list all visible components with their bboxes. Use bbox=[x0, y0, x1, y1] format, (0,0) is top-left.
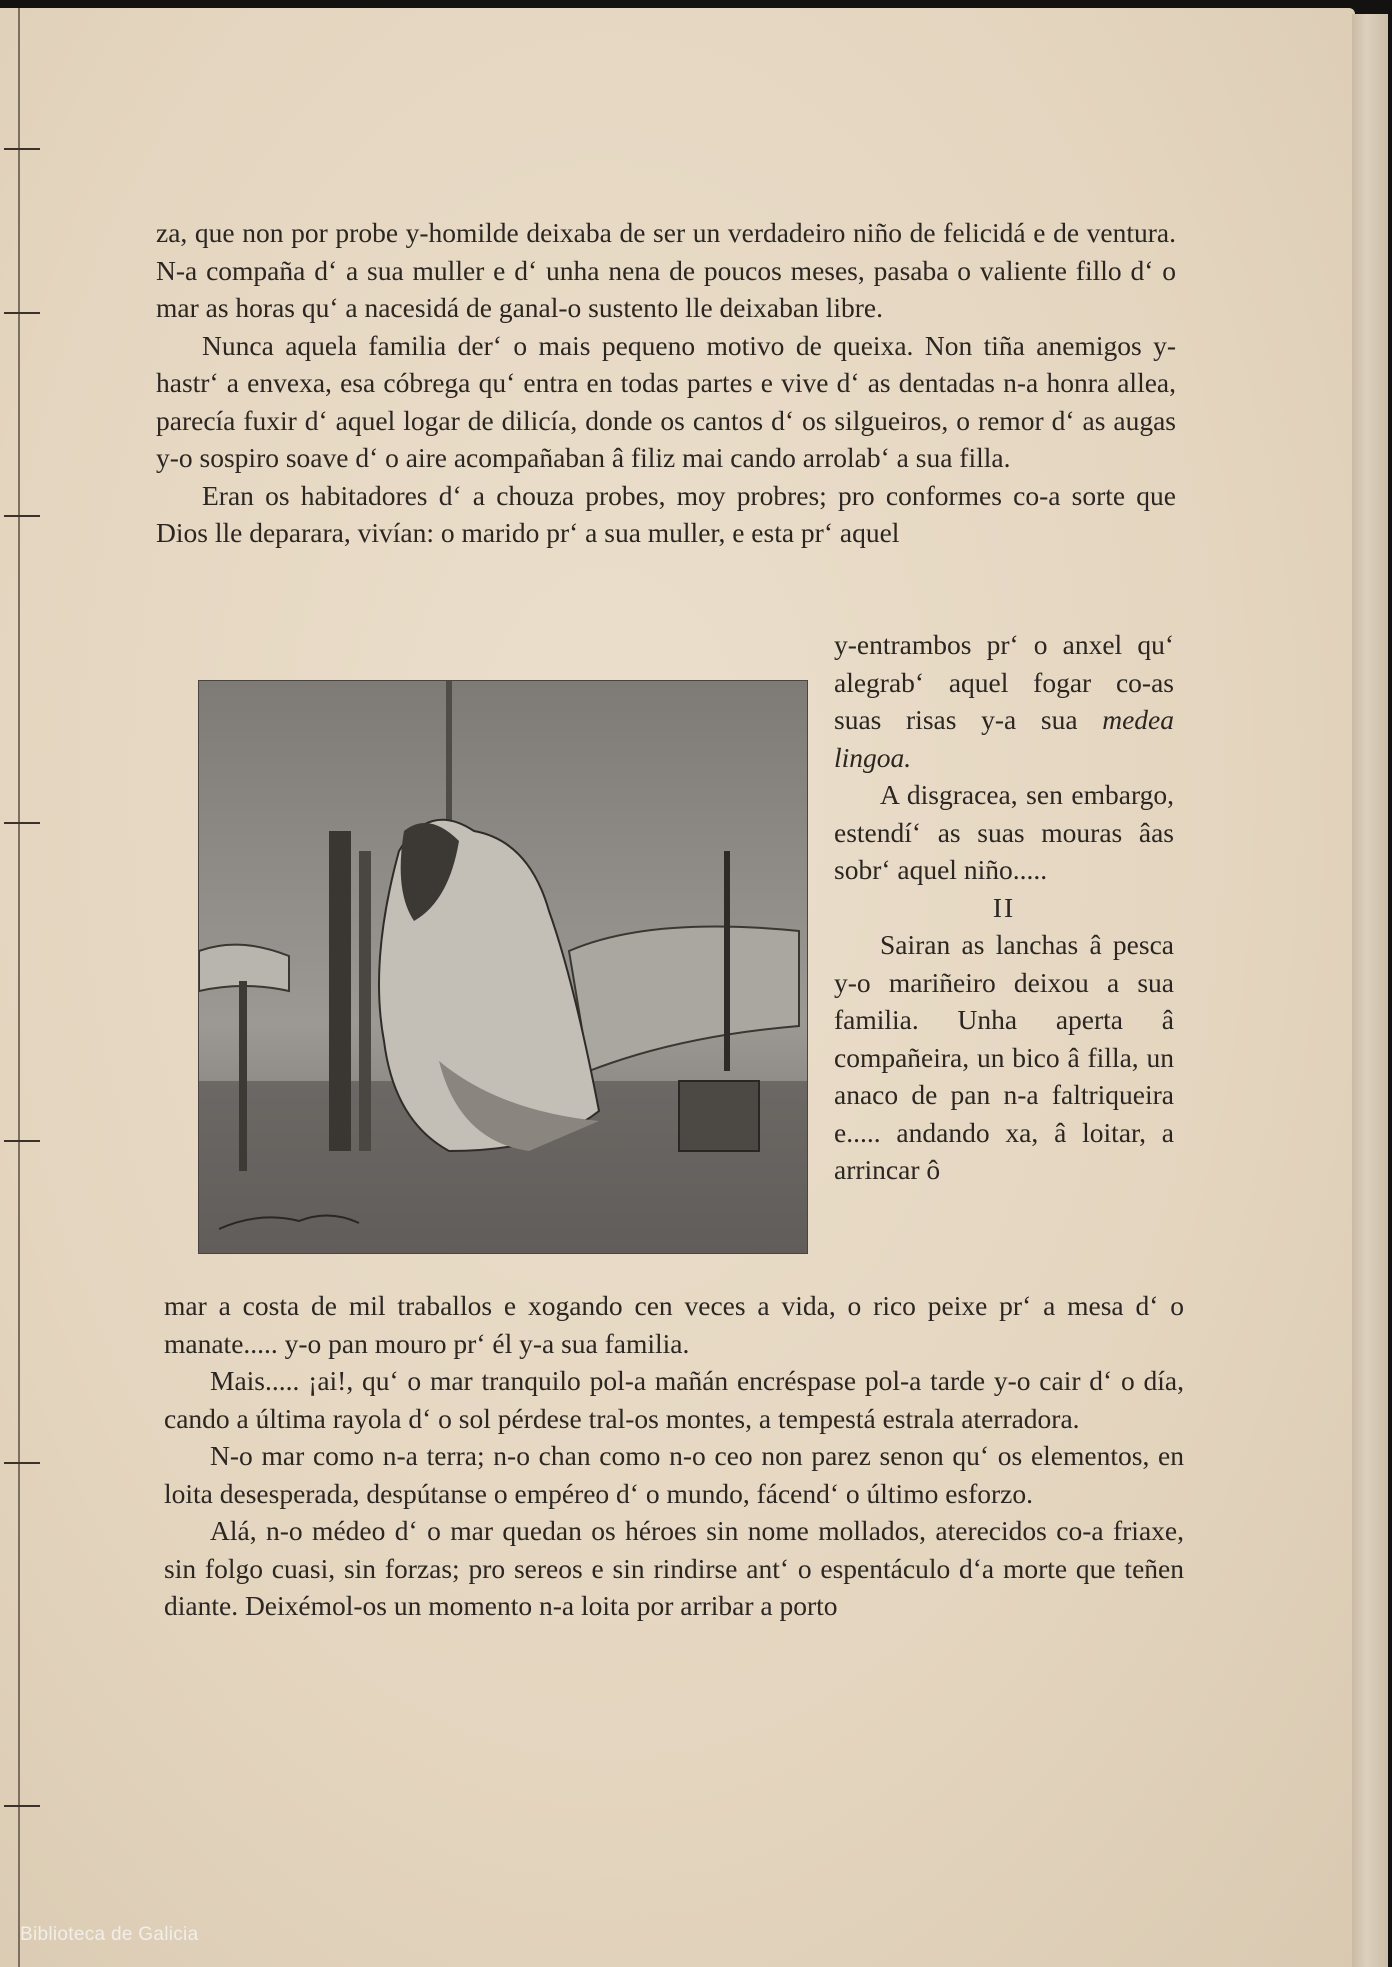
paragraph: N-o mar como n-a terra; n-o chan como n-o ceo non parez senon qu‘ os elementos, en loita desesperada, despútanse o empéreo d‘ o mundo, fácend‘ o último esforzo. bbox=[164, 1440, 1184, 1509]
body-text-wrap-column bbox=[834, 626, 1174, 1189]
paragraph-continuation: mar a costa de mil traballos e xogando cen veces a vida, o rico peixe pr‘ a mesa d‘ o manate..... y-o pan mouro pr‘ él y-a sua familia. bbox=[164, 1290, 1184, 1359]
binding-stitching bbox=[18, 8, 20, 1967]
paragraph: A disgracea, sen embargo, estendí‘ as suas mouras âas sobr‘ aquel niño..... bbox=[834, 779, 1174, 885]
binding-stitch bbox=[4, 822, 40, 824]
binding-stitch bbox=[4, 1140, 40, 1142]
paragraph: Mais..... ¡ai!, qu‘ o mar tranquilo pol-a mañán encréspase pol-a tarde y-o cair d‘ o día, cando a última rayola d‘ o sol pérdese tral-os montes, a tempestá estrala aterradora. bbox=[164, 1365, 1184, 1434]
paragraph: za, que non por probe y-homilde deixaba de ser un verdadeiro niño de felicidá e de ventura. N-a compaña d‘ a sua muller e d‘ unha nena de poucos meses, pasaba o valiente fillo d‘ o mar as horas qu‘ a nacesidá de ganal-o sustento lle deixaban libre. bbox=[156, 217, 1176, 323]
paragraph: Eran os habitadores d‘ a chouza probes, moy probres; pro conformes co-a sorte que Dios lle deparara, vivían: o marido pr‘ a sua muller, e esta pr‘ aquel bbox=[156, 479, 1176, 548]
binding-stitch bbox=[4, 312, 40, 314]
italic-text: medea lingoa. bbox=[834, 704, 1174, 773]
continuation-text: y-entrambos pr‘ o anxel qu‘ alegrab‘ aquel fogar co-as suas risas y-a sua bbox=[834, 629, 1174, 735]
paragraph: Alá, n-o médeo d‘ o mar quedan os héroes sin nome mollados, aterecidos co-a friaxe, sin folgo cuasi, sin forzas; pro sereos e sin rindirse ant‘ o espentáculo d‘a morte que teñen diante. Deixémol-os un momento n-a loita por arribar a porto bbox=[164, 1515, 1184, 1621]
body-text-bottom bbox=[164, 1287, 1184, 1625]
binding-stitch bbox=[4, 515, 40, 517]
library-watermark: Biblioteca de Galicia bbox=[20, 1924, 199, 1945]
binding-stitch bbox=[4, 148, 40, 150]
page-edge bbox=[1352, 14, 1388, 1967]
illustration bbox=[198, 680, 808, 1254]
paragraph: Sairan as lanchas â pesca y-o mariñeiro deixou a sua familia. Unha aperta â compañeira, un bico â filla, un anaco de pan n-a faltriqueira e..... andando xa, â loitar, a arrincar ô bbox=[834, 929, 1174, 1185]
binding-stitch bbox=[4, 1462, 40, 1464]
illustration-drawing bbox=[199, 681, 807, 1253]
section-heading: II bbox=[992, 891, 1016, 923]
binding-stitch bbox=[4, 1805, 40, 1807]
paragraph: Nunca aquela familia der‘ o mais pequeno motivo de queixa. Non tiña anemigos y-hastr‘ a envexa, esa cóbrega qu‘ entra en todas partes e vive d‘ as dentadas n-a honra allea, parecía fuxir d‘ aquel logar de dilicía, donde os cantos d‘ os silgueiros, o remor d‘ as augas y-o sospiro soave d‘ o aire acompañaban â filiz mai cando arrolab‘ a sua filla. bbox=[156, 329, 1176, 473]
body-text-top bbox=[156, 214, 1176, 552]
paragraph-continuation bbox=[834, 626, 1174, 776]
